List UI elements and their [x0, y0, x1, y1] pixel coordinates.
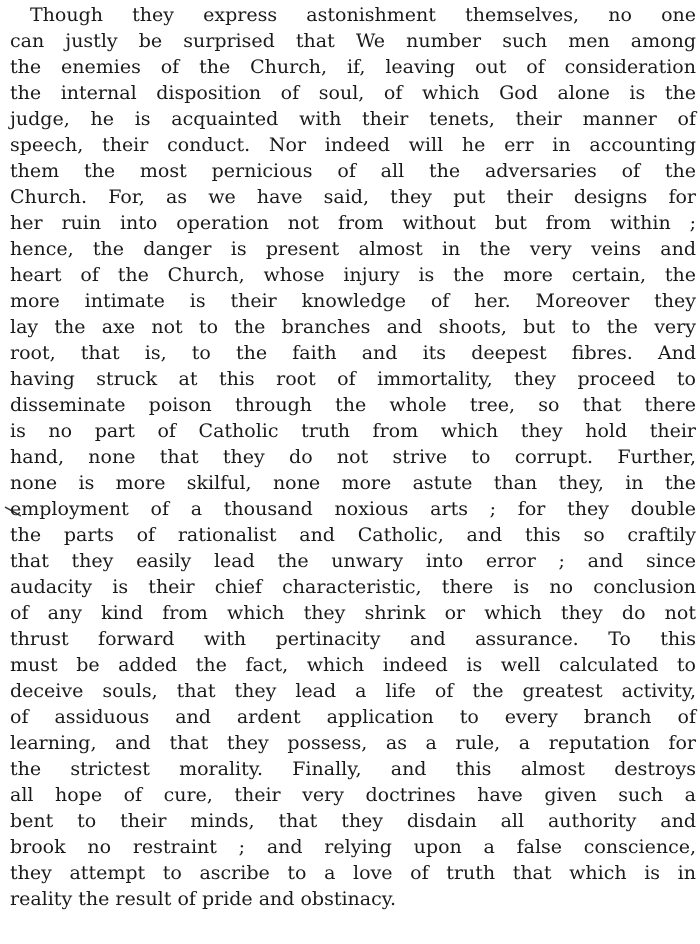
text-line: audacity is their chief characteristic, there is no conclusion [10, 576, 696, 598]
text-line: can justly be surprised that We number such men among [10, 30, 696, 52]
text-line: reality the result of pride and obstinacy. [10, 888, 397, 910]
text-line: is no part of Catholic truth from which they hold their [10, 420, 696, 442]
text-line: heart of the Church, whose injury is the more certain, the [10, 264, 696, 286]
text-line: speech, their conduct. Nor indeed will he err in accounting [10, 134, 696, 156]
text-line: lay the axe not to the branches and shoots, but to the very [10, 316, 696, 338]
text-line: the strictest morality. Finally, and this almost destroys [10, 758, 696, 780]
text-line: the enemies of the Church, if, leaving out of consideration [10, 56, 696, 78]
text-line: root, that is, to the faith and its deepest fibres. And [10, 342, 696, 364]
text-line: deceive souls, that they lead a life of the greatest activity, [10, 680, 696, 702]
text-line: her ruin into operation not from without but from within ; [10, 212, 696, 234]
text-line: them the most pernicious of all the adversaries of the [10, 160, 696, 182]
text-line: of assiduous and ardent application to every branch of [10, 706, 696, 728]
text-line: the parts of rationalist and Catholic, and this so craftily [10, 524, 696, 546]
text-line: learning, and that they possess, as a rule, a reputation for [10, 732, 696, 754]
text-line: must be added the fact, which indeed is well calculated to [10, 654, 696, 676]
text-line: bent to their minds, that they disdain all authority and [10, 810, 696, 832]
text-line: thrust forward with pertinacity and assurance. To this [10, 628, 696, 650]
text-line: they attempt to ascribe to a love of truth that which is in [10, 862, 696, 884]
text-line: that they easily lead the unwary into error ; and since [10, 550, 696, 572]
text-line: having struck at this root of immortality, they proceed to [10, 368, 696, 390]
text-line: judge, he is acquainted with their tenets, their manner of [10, 108, 696, 130]
text-line: none is more skilful, none more astute than they, in the [10, 472, 696, 494]
text-line: disseminate poison through the whole tree, so that there [10, 394, 696, 416]
text-line: Church. For, as we have said, they put their designs for [10, 186, 696, 208]
text-line: hand, none that they do not strive to corrupt. Further, [10, 446, 696, 468]
text-line: hence, the danger is present almost in the very veins and [10, 238, 696, 260]
text-line: Though they express astonishment themselves, no one [30, 4, 696, 26]
text-line: all hope of cure, their very doctrines have given such a [10, 784, 696, 806]
text-line: brook no restraint ; and relying upon a false conscience, [10, 836, 696, 858]
text-line: the internal disposition of soul, of which God alone is the [10, 82, 696, 104]
text-line: of any kind from which they shrink or which they do not [10, 602, 696, 624]
text-line: more intimate is their knowledge of her. Moreover they [10, 290, 696, 312]
body-paragraph [10, 2, 696, 912]
text-line: employment of a thousand noxious arts ; for they double [10, 498, 696, 520]
